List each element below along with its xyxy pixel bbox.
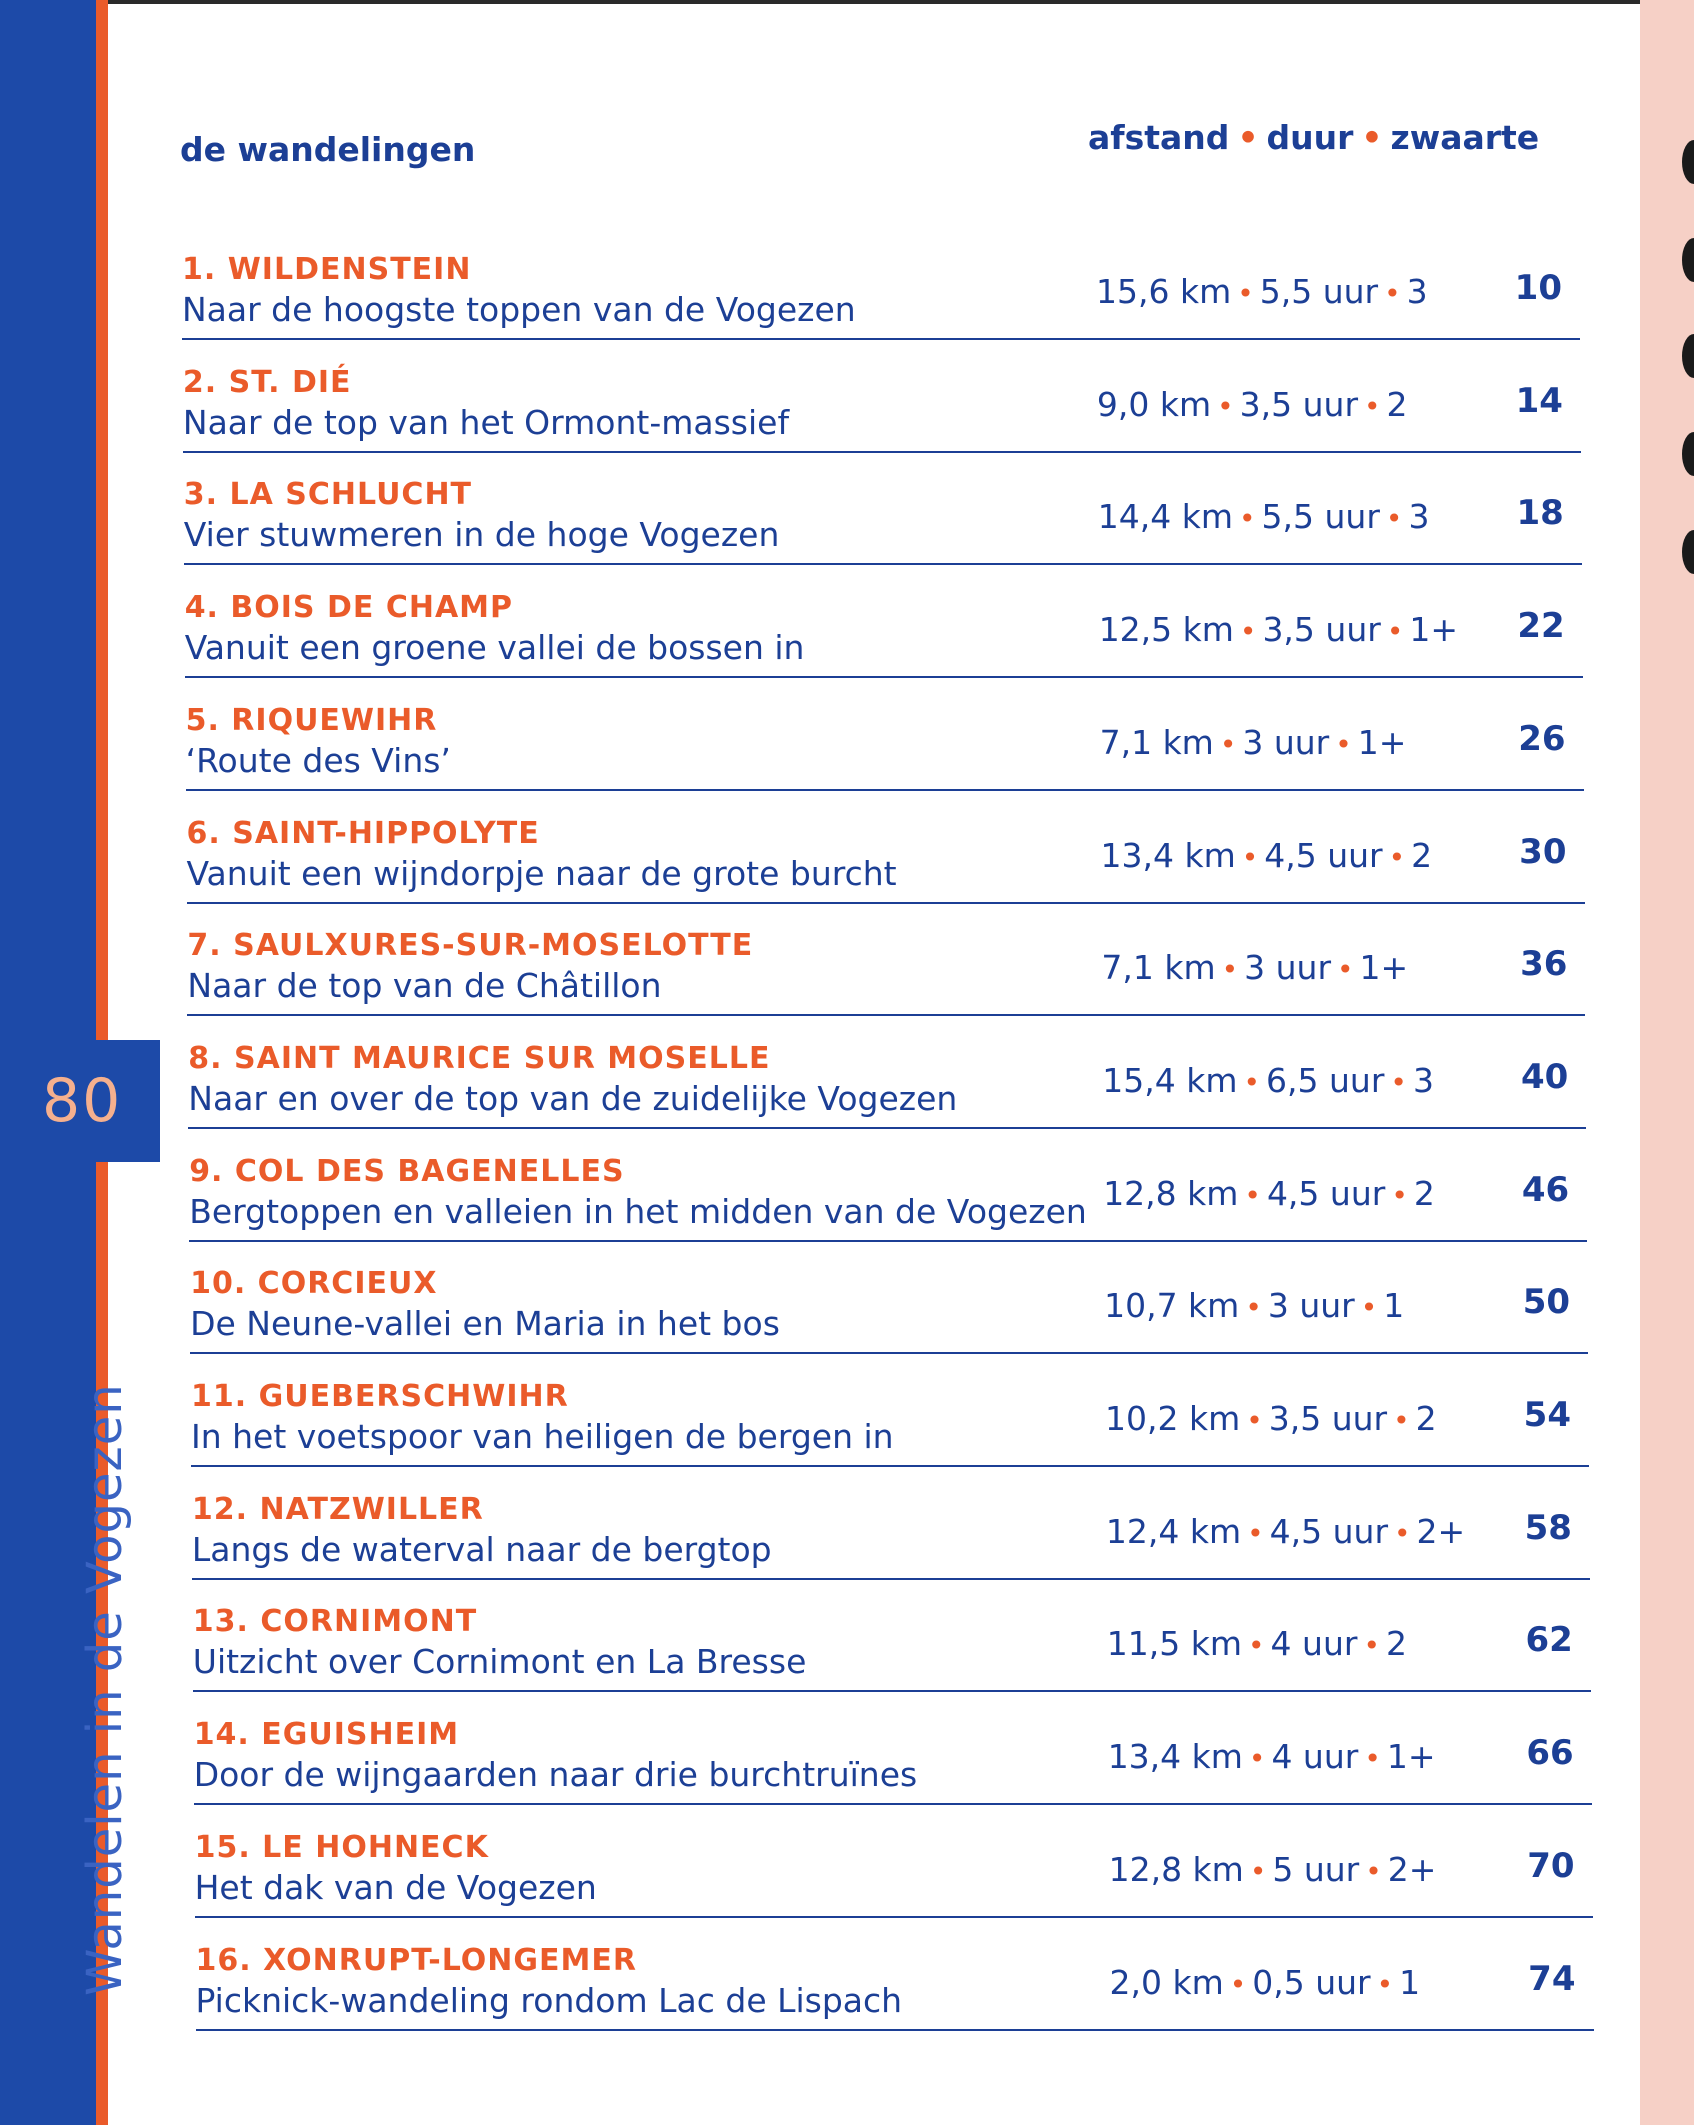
bullet-separator: • bbox=[1245, 1291, 1262, 1325]
bullet-separator: • bbox=[1390, 1065, 1407, 1099]
bullet-separator: • bbox=[1391, 1178, 1408, 1212]
walk-stats bbox=[1097, 385, 1408, 424]
walk-duration: 3,5 uur bbox=[1239, 384, 1359, 424]
bullet-separator: • bbox=[1239, 502, 1256, 536]
walk-stats bbox=[1104, 1286, 1404, 1325]
walk-row[interactable] bbox=[187, 816, 1585, 904]
bullet-separator: • bbox=[1376, 1967, 1394, 2001]
bullet-separator: • bbox=[1237, 277, 1254, 310]
walk-row[interactable] bbox=[187, 928, 1585, 1016]
walk-difficulty: 1+ bbox=[1386, 1737, 1436, 1777]
walk-title: 10. CORCIEUX bbox=[190, 1266, 438, 1302]
walk-page-number: 14 bbox=[1515, 380, 1563, 421]
walk-subtitle: Bergtoppen en valleien in het midden van de Vogezen bbox=[189, 1191, 1087, 1231]
walk-stats bbox=[1096, 272, 1428, 311]
walk-subtitle: Naar de top van het Ormont-massief bbox=[182, 402, 790, 442]
walk-title: 7. SAULXURES-SUR-MOSELOTTE bbox=[187, 928, 754, 964]
walk-page-number: 10 bbox=[1514, 268, 1562, 308]
walk-stats bbox=[1099, 610, 1458, 649]
bullet-separator: • bbox=[1337, 953, 1354, 987]
walk-difficulty: 2 bbox=[1385, 1624, 1407, 1664]
bullet-separator: • bbox=[1219, 727, 1237, 761]
walk-row[interactable] bbox=[196, 1943, 1594, 2031]
bullet-separator: • bbox=[1246, 1404, 1263, 1437]
walk-duration: 3,5 uur bbox=[1262, 610, 1381, 650]
walk-subtitle: Picknick-wandeling rondom Lac de Lispach bbox=[195, 1980, 903, 2020]
walk-row[interactable] bbox=[182, 252, 1580, 340]
walk-subtitle: Vanuit een groene vallei de bossen in bbox=[184, 628, 805, 668]
walk-difficulty: 1 bbox=[1383, 1286, 1405, 1326]
walk-row[interactable] bbox=[184, 477, 1582, 565]
bullet-separator: • bbox=[1388, 840, 1406, 874]
bullet-separator: • bbox=[1247, 1516, 1264, 1550]
page-top-edge bbox=[0, 0, 1640, 4]
walk-distance: 12,5 km bbox=[1098, 610, 1234, 650]
walk-row[interactable] bbox=[189, 1154, 1587, 1242]
walk-row[interactable] bbox=[192, 1492, 1590, 1580]
walk-row[interactable] bbox=[183, 365, 1581, 453]
walk-subtitle: Vier stuwmeren in de hoge Vogezen bbox=[183, 515, 780, 555]
bullet-separator: • bbox=[1363, 1629, 1380, 1663]
bullet-separator: • bbox=[1221, 953, 1239, 987]
walk-page-number: 46 bbox=[1521, 1169, 1570, 1210]
walk-page-number: 58 bbox=[1524, 1507, 1572, 1548]
walk-title: 15. LE HOHNECK bbox=[194, 1829, 489, 1865]
walk-row[interactable] bbox=[194, 1717, 1592, 1805]
walk-stats bbox=[1107, 1624, 1407, 1663]
walk-stats bbox=[1098, 497, 1430, 536]
walk-difficulty: 2 bbox=[1411, 835, 1433, 875]
walk-stats bbox=[1109, 1850, 1437, 1889]
bullet-separator: • bbox=[1384, 277, 1401, 310]
walk-stats bbox=[1103, 1174, 1435, 1213]
bullet-separator: • bbox=[1361, 118, 1383, 157]
bullet-separator: • bbox=[1248, 1742, 1266, 1776]
walk-difficulty: 2+ bbox=[1416, 1511, 1466, 1551]
bullet-separator: • bbox=[1385, 502, 1403, 536]
walk-distance: 9,0 km bbox=[1096, 384, 1212, 424]
walk-title: 14. EGUISHEIM bbox=[193, 1717, 460, 1753]
walk-stats bbox=[1100, 723, 1407, 762]
walk-title: 16. XONRUPT-LONGEMER bbox=[195, 1942, 637, 1978]
bullet-separator: • bbox=[1249, 1854, 1267, 1888]
walk-subtitle: Naar de top van de Châtillon bbox=[187, 966, 662, 1006]
walk-title: 2. ST. DIÉ bbox=[182, 364, 352, 400]
walk-subtitle: Langs de waterval naar de bergtop bbox=[191, 1529, 772, 1569]
walk-page-number: 18 bbox=[1516, 493, 1564, 534]
walk-duration: 5 uur bbox=[1272, 1849, 1360, 1889]
walk-stats bbox=[1106, 1512, 1465, 1551]
walk-subtitle: Naar en over de top van de zuidelijke Vogezen bbox=[188, 1078, 958, 1118]
walk-page-number: 50 bbox=[1522, 1282, 1571, 1323]
walk-page-number: 26 bbox=[1518, 718, 1566, 759]
walk-row[interactable] bbox=[191, 1379, 1589, 1467]
walk-page-number: 62 bbox=[1525, 1620, 1573, 1661]
walk-title: 13. CORNIMONT bbox=[192, 1604, 478, 1640]
walks-heading: de wandelingen bbox=[180, 130, 476, 169]
walk-distance: 13,4 km bbox=[1107, 1737, 1243, 1777]
walk-page-number: 54 bbox=[1523, 1395, 1571, 1435]
walk-row[interactable] bbox=[188, 1041, 1586, 1129]
page-number-tab bbox=[0, 1040, 160, 1162]
walk-stats bbox=[1102, 1061, 1434, 1100]
walk-duration: 4,5 uur bbox=[1269, 1511, 1389, 1551]
bullet-separator: • bbox=[1248, 1629, 1265, 1663]
walk-row[interactable] bbox=[195, 1830, 1593, 1918]
duration-heading: duur bbox=[1266, 118, 1354, 157]
walk-stats bbox=[1108, 1737, 1436, 1776]
bullet-separator: • bbox=[1394, 1516, 1411, 1550]
walk-distance: 14,4 km bbox=[1097, 497, 1234, 537]
bullet-separator: • bbox=[1364, 1742, 1381, 1776]
columns-heading bbox=[1088, 118, 1539, 157]
walk-title: 3. LA SCHLUCHT bbox=[183, 477, 473, 513]
bullet-separator: • bbox=[1364, 389, 1381, 423]
walk-title: 12. NATZWILLER bbox=[191, 1491, 484, 1527]
walk-subtitle: Vanuit een wijndorpje naar de grote burcht bbox=[186, 853, 897, 893]
walk-difficulty: 2+ bbox=[1387, 1849, 1437, 1889]
walk-page-number: 70 bbox=[1527, 1845, 1575, 1886]
bullet-separator: • bbox=[1393, 1404, 1410, 1437]
page-number: 80 bbox=[42, 1066, 123, 1136]
walk-title: 11. GUEBERSCHWIHR bbox=[191, 1379, 569, 1414]
bullet-separator: • bbox=[1229, 1967, 1247, 2001]
bullet-separator: • bbox=[1244, 1178, 1261, 1212]
walk-subtitle: De Neune-vallei en Maria in het bos bbox=[190, 1304, 780, 1344]
next-page-edge bbox=[1640, 0, 1694, 2125]
bullet-separator: • bbox=[1241, 840, 1259, 874]
walk-duration: 0,5 uur bbox=[1252, 1962, 1371, 2002]
walk-page-number: 30 bbox=[1519, 831, 1567, 872]
walk-title: 1. WILDENSTEIN bbox=[182, 252, 472, 287]
walk-duration: 6,5 uur bbox=[1266, 1060, 1385, 1100]
walk-difficulty: 1+ bbox=[1359, 948, 1409, 988]
walk-distance: 7,1 km bbox=[1101, 948, 1216, 988]
walk-stats bbox=[1110, 1963, 1421, 2002]
walk-subtitle: Uitzicht over Cornimont en La Bresse bbox=[192, 1642, 807, 1682]
walk-difficulty: 3 bbox=[1408, 497, 1430, 537]
walk-subtitle: Naar de hoogste toppen van de Vogezen bbox=[182, 290, 856, 329]
bullet-separator: • bbox=[1360, 1291, 1378, 1325]
walk-difficulty: 3 bbox=[1406, 272, 1428, 311]
difficulty-heading: zwaarte bbox=[1390, 118, 1540, 157]
walk-duration: 3,5 uur bbox=[1268, 1399, 1388, 1438]
walk-subtitle: ‘Route des Vins’ bbox=[185, 740, 451, 780]
walk-distance: 10,2 km bbox=[1105, 1399, 1241, 1438]
walk-difficulty: 2 bbox=[1415, 1399, 1437, 1438]
walk-stats bbox=[1105, 1399, 1437, 1438]
bullet-separator: • bbox=[1243, 1065, 1261, 1099]
walk-distance: 2,0 km bbox=[1109, 1962, 1224, 2002]
bullet-separator: • bbox=[1239, 615, 1257, 649]
walk-distance: 12,4 km bbox=[1105, 1511, 1242, 1551]
walk-difficulty: 2 bbox=[1386, 384, 1408, 424]
walk-duration: 3 uur bbox=[1244, 948, 1332, 988]
walk-page-number: 40 bbox=[1520, 1056, 1569, 1097]
walk-page-number: 66 bbox=[1526, 1733, 1574, 1774]
bullet-separator: • bbox=[1335, 727, 1352, 761]
walk-row[interactable] bbox=[185, 590, 1583, 678]
spine-title: Wandelen in de Vogezen bbox=[77, 1383, 133, 1996]
walk-page-number: 22 bbox=[1517, 606, 1565, 647]
walk-title: 9. COL DES BAGENELLES bbox=[189, 1153, 625, 1189]
walk-duration: 3 uur bbox=[1242, 722, 1330, 762]
bullet-separator: • bbox=[1365, 1854, 1382, 1888]
walk-row[interactable] bbox=[193, 1604, 1591, 1692]
walk-title: 5. RIQUEWIHR bbox=[185, 702, 438, 738]
walk-difficulty: 3 bbox=[1412, 1060, 1434, 1100]
walk-duration: 4,5 uur bbox=[1266, 1173, 1386, 1213]
walk-duration: 4 uur bbox=[1271, 1737, 1359, 1777]
walk-difficulty: 1+ bbox=[1409, 610, 1458, 650]
walk-stats bbox=[1101, 836, 1433, 875]
walk-title: 4. BOIS DE CHAMP bbox=[184, 590, 514, 626]
walk-duration: 4,5 uur bbox=[1264, 835, 1383, 875]
bullet-separator: • bbox=[1237, 118, 1259, 157]
walk-distance: 15,4 km bbox=[1102, 1060, 1238, 1100]
walk-distance: 15,6 km bbox=[1096, 272, 1232, 311]
walk-duration: 5,5 uur bbox=[1259, 272, 1379, 311]
walk-distance: 11,5 km bbox=[1106, 1624, 1243, 1664]
walk-duration: 5,5 uur bbox=[1261, 497, 1380, 537]
walk-duration: 3 uur bbox=[1267, 1286, 1355, 1326]
walk-difficulty: 1 bbox=[1399, 1962, 1421, 2002]
walk-row[interactable] bbox=[190, 1266, 1588, 1354]
walk-stats bbox=[1101, 948, 1408, 987]
walk-page-number: 74 bbox=[1528, 1958, 1576, 1999]
walk-subtitle: In het voetspoor van heiligen de bergen in bbox=[191, 1417, 894, 1456]
walk-duration: 4 uur bbox=[1270, 1624, 1358, 1664]
walk-distance: 13,4 km bbox=[1100, 835, 1236, 875]
walk-subtitle: Het dak van de Vogezen bbox=[194, 1867, 597, 1907]
bullet-separator: • bbox=[1217, 389, 1234, 423]
walk-distance: 12,8 km bbox=[1103, 1173, 1239, 1213]
walk-distance: 10,7 km bbox=[1104, 1286, 1240, 1326]
walk-title: 6. SAINT-HIPPOLYTE bbox=[186, 815, 540, 851]
distance-heading: afstand bbox=[1088, 118, 1230, 157]
walk-title: 8. SAINT MAURICE SUR MOSELLE bbox=[188, 1040, 771, 1076]
walk-difficulty: 1+ bbox=[1357, 722, 1407, 762]
walk-page-number: 36 bbox=[1520, 944, 1568, 985]
walk-row[interactable] bbox=[186, 703, 1584, 791]
walk-difficulty: 2 bbox=[1413, 1173, 1435, 1213]
bullet-separator: • bbox=[1386, 615, 1404, 649]
walk-subtitle: Door de wijngaarden naar drie burchtruïnes bbox=[193, 1755, 918, 1795]
walk-distance: 7,1 km bbox=[1099, 722, 1214, 762]
walk-distance: 12,8 km bbox=[1108, 1849, 1244, 1889]
